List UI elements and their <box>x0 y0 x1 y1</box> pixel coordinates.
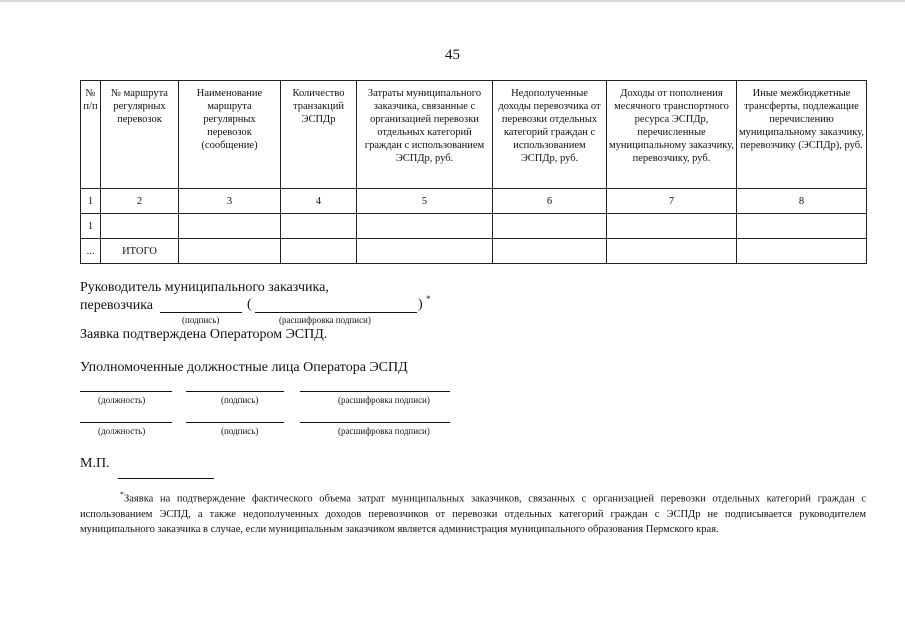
header-cell: Наименование маршрута регулярных перевозок (сообщение) <box>179 81 281 189</box>
total-row-marker: ... <box>81 239 101 264</box>
official1-position-line <box>80 391 172 392</box>
column-number: 4 <box>281 189 357 214</box>
table-cell <box>607 239 737 264</box>
report-table <box>80 80 867 264</box>
header-cell: Затраты муниципального заказчика, связанные с организацией перевозки отдельных категорий граждан с использованием ЭСПДр, руб. <box>357 81 493 189</box>
official1-sign-caption: (подпись) <box>221 395 259 405</box>
paren-close: ) <box>418 297 423 312</box>
table-cell <box>357 239 493 264</box>
table-cell <box>281 239 357 264</box>
confirmed-text: Заявка подтверждена Оператором ЭСПД. <box>80 327 328 342</box>
head-decode-line <box>255 312 417 313</box>
table-cell <box>101 214 179 239</box>
official2-position-caption: (должность) <box>98 426 146 436</box>
official1-decode-line <box>300 391 450 392</box>
official2-position-line <box>80 422 172 423</box>
table-cell <box>179 214 281 239</box>
table-cell <box>357 214 493 239</box>
table-row <box>81 214 867 239</box>
header-cell: Недополученные доходы перевозчика от перевозки отдельных категорий граждан с использованием ЭСПДр, руб. <box>493 81 607 189</box>
column-number: 2 <box>101 189 179 214</box>
header-cell: № п/п <box>81 81 101 189</box>
table-cell <box>737 239 867 264</box>
column-number-row <box>81 189 867 214</box>
column-number: 3 <box>179 189 281 214</box>
official1-decode-caption: (расшифровка подписи) <box>338 395 430 405</box>
head-decode-caption: (расшифровка подписи) <box>279 315 371 325</box>
table-cell <box>607 214 737 239</box>
head-title-line1: Руководитель муниципального заказчика, <box>80 280 329 295</box>
official2-sign-line <box>186 422 284 423</box>
total-label: ИТОГО <box>101 239 179 264</box>
official1-sign-line <box>186 391 284 392</box>
footnote <box>80 487 866 537</box>
footnote-separator <box>118 478 214 479</box>
table-cell <box>179 239 281 264</box>
stamp-label: М.П. <box>80 456 110 471</box>
table-cell <box>737 214 867 239</box>
column-number: 7 <box>607 189 737 214</box>
head-sign-caption: (подпись) <box>182 315 220 325</box>
header-cell: № маршрута регулярных перевозок <box>101 81 179 189</box>
column-number: 8 <box>737 189 867 214</box>
row-number: 1 <box>81 214 101 239</box>
table-header-row <box>81 81 867 189</box>
scan-edge <box>0 0 905 2</box>
footnote-text: Заявка на подтверждение фактического объема затрат муниципальных заказчиков, связанных с организацией перевозки отдельных категорий граждан с использованием ЭСПД, а также недополученных доходов перевозчиков от перевозки отдельных категорий граждан с ЭСПДр не подписывается руководителем муниципального заказчика в случае, если муниципальным заказчиком является администрация муниципального образования Пермского края. <box>80 493 866 535</box>
header-cell: Иные межбюджетные трансферты, подлежащие перечислению муниципальному заказчику, перевозчику (ЭСПДр), руб. <box>737 81 867 189</box>
total-row <box>81 239 867 264</box>
paren-open: ( <box>247 297 252 312</box>
official2-decode-line <box>300 422 450 423</box>
official1-position-caption: (должность) <box>98 395 146 405</box>
table-cell <box>281 214 357 239</box>
table-cell <box>493 214 607 239</box>
column-number: 5 <box>357 189 493 214</box>
header-cell: Количество транзакций ЭСПДр <box>281 81 357 189</box>
official2-decode-caption: (расшифровка подписи) <box>338 426 430 436</box>
header-cell: Доходы от пополнения месячного транспортного ресурса ЭСПДр, перечисленные муниципальному заказчику, перевозчику, руб. <box>607 81 737 189</box>
column-number: 6 <box>493 189 607 214</box>
page-number: 45 <box>445 47 460 63</box>
footnote-asterisk: * <box>426 294 431 304</box>
head-signature-line <box>160 312 242 313</box>
column-number: 1 <box>81 189 101 214</box>
officials-title: Уполномоченные должностные лица Оператора ЭСПД <box>80 360 408 375</box>
table-cell <box>493 239 607 264</box>
official2-sign-caption: (подпись) <box>221 426 259 436</box>
footnote-marker: * <box>120 490 124 499</box>
head-title-line2: перевозчика <box>80 298 154 313</box>
